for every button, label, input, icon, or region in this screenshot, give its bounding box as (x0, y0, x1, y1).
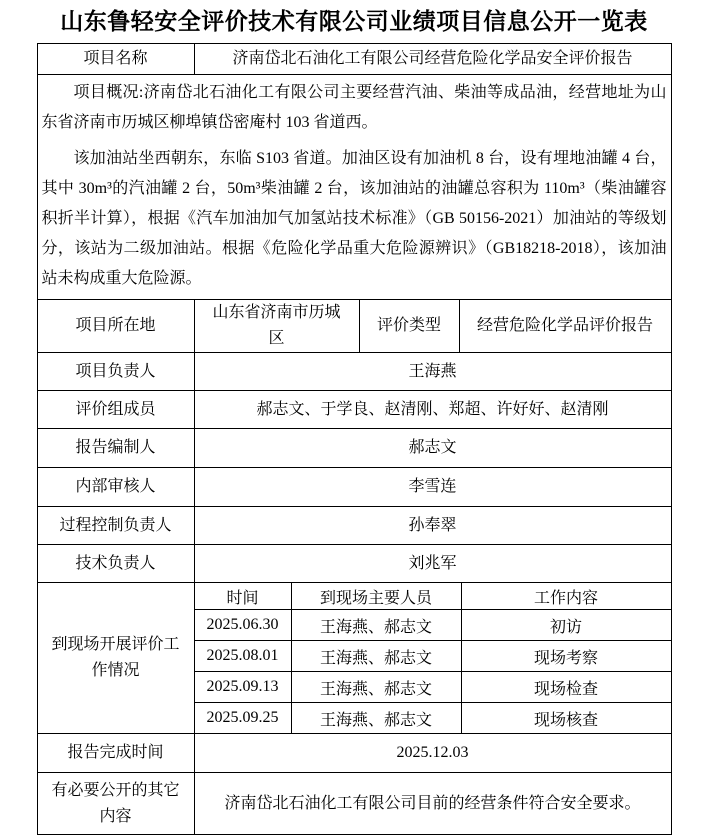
page-title: 山东鲁轻安全评价技术有限公司业绩项目信息公开一览表 (60, 8, 648, 34)
row-site-visits (38, 583, 671, 734)
report-compiler-value: 郝志文 (408, 439, 457, 456)
location-label: 项目所在地 (38, 300, 195, 352)
visit-2-date: 2025.08.01 (195, 641, 292, 671)
internal-reviewer-value: 李雪连 (408, 478, 457, 495)
technical-leader-value: 刘兆军 (408, 554, 457, 572)
visit-2-work: 现场考察 (533, 649, 598, 667)
visit-row-2 (195, 641, 671, 672)
project-leader-label: 项目负责人 (38, 353, 195, 390)
visit-1-people: 王海燕、郝志文 (292, 610, 462, 640)
project-overview-cell (38, 75, 671, 299)
visit-3-date: 2025.09.13 (195, 672, 292, 702)
visit-1-date: 2025.06.30 (195, 610, 292, 640)
project-info-table (37, 43, 672, 835)
team-members-label: 评价组成员 (38, 391, 195, 428)
project-name-value: 济南岱北石油化工有限公司经营危险化学品安全评价报告 (232, 50, 633, 67)
row-report-compiler (38, 429, 671, 468)
row-process-controller (38, 507, 671, 545)
location-value: 山东省济南市历城区 (195, 300, 360, 352)
project-leader-value: 王海燕 (408, 362, 457, 380)
site-visits-table (195, 583, 671, 733)
row-project-leader (38, 353, 671, 391)
technical-leader-label: 技术负责人 (38, 545, 195, 582)
report-compiler-label: 报告编制人 (38, 429, 195, 467)
site-visits-label: 到现场开展评价工作情况 (38, 583, 195, 733)
eval-type-label: 评价类型 (360, 300, 460, 352)
row-other-disclosure (38, 773, 671, 834)
row-internal-reviewer (38, 468, 671, 507)
site-visits-header-row (195, 583, 671, 610)
row-team-members (38, 391, 671, 429)
other-disclosure-label: 有必要公开的其它内容 (38, 773, 195, 834)
visits-col-work: 工作内容 (533, 589, 598, 607)
overview-paragraph-1: 项目概况:济南岱北石油化工有限公司主要经营汽油、柴油等成品油，经营地址为山东省济南市历城区柳埠镇岱密庵村 103 省道西。 (41, 84, 667, 131)
eval-type-value: 经营危险化学品评价报告 (476, 317, 653, 334)
internal-reviewer-label: 内部审核人 (38, 468, 195, 506)
visit-row-1 (195, 610, 671, 641)
visit-4-date: 2025.09.25 (195, 703, 292, 733)
visit-row-3 (195, 672, 671, 703)
team-members-value: 郝志文、于学良、赵清刚、郑超、许好好、赵清刚 (256, 400, 609, 418)
row-project-name (38, 44, 671, 75)
visit-1-work: 初访 (549, 618, 582, 636)
completion-date-label: 报告完成时间 (38, 734, 195, 772)
visits-col-time: 时间 (195, 583, 292, 609)
other-disclosure-value: 济南岱北石油化工有限公司目前的经营条件符合安全要求。 (224, 794, 641, 812)
process-controller-label: 过程控制负责人 (38, 507, 195, 544)
overview-paragraph-2: 该加油站坐西朝东，东临 S103 省道。加油区设有加油机 8 台，设有埋地油罐 4 台，其中 30m³的汽油罐 2 台，50m³柴油罐 2 台，该加油站的油罐总容积为 110m³（柴油罐容积折半计算），根据《汽车加油加气加氢站技术标准》（GB 50156-2021）加油站的等级划分，该站为二级加油站。根据《危险化学品重大危险源辨识》（GB18218-2018），该加油站未构成重大危险源。 (41, 150, 667, 287)
visit-4-people: 王海燕、郝志文 (292, 703, 462, 733)
visit-2-people: 王海燕、郝志文 (292, 641, 462, 671)
completion-date-value: 2025.12.03 (396, 744, 469, 761)
row-location-evaltype (38, 300, 671, 353)
row-completion-date (38, 734, 671, 773)
visit-row-4 (195, 703, 671, 733)
visit-3-people: 王海燕、郝志文 (292, 672, 462, 702)
process-controller-value: 孙奉翠 (408, 516, 457, 534)
visit-4-work: 现场核查 (533, 711, 598, 729)
row-technical-leader (38, 545, 671, 583)
row-project-overview (38, 75, 671, 300)
project-name-label: 项目名称 (38, 44, 195, 74)
visit-3-work: 现场检查 (533, 680, 598, 698)
visits-col-people: 到现场主要人员 (292, 583, 462, 609)
